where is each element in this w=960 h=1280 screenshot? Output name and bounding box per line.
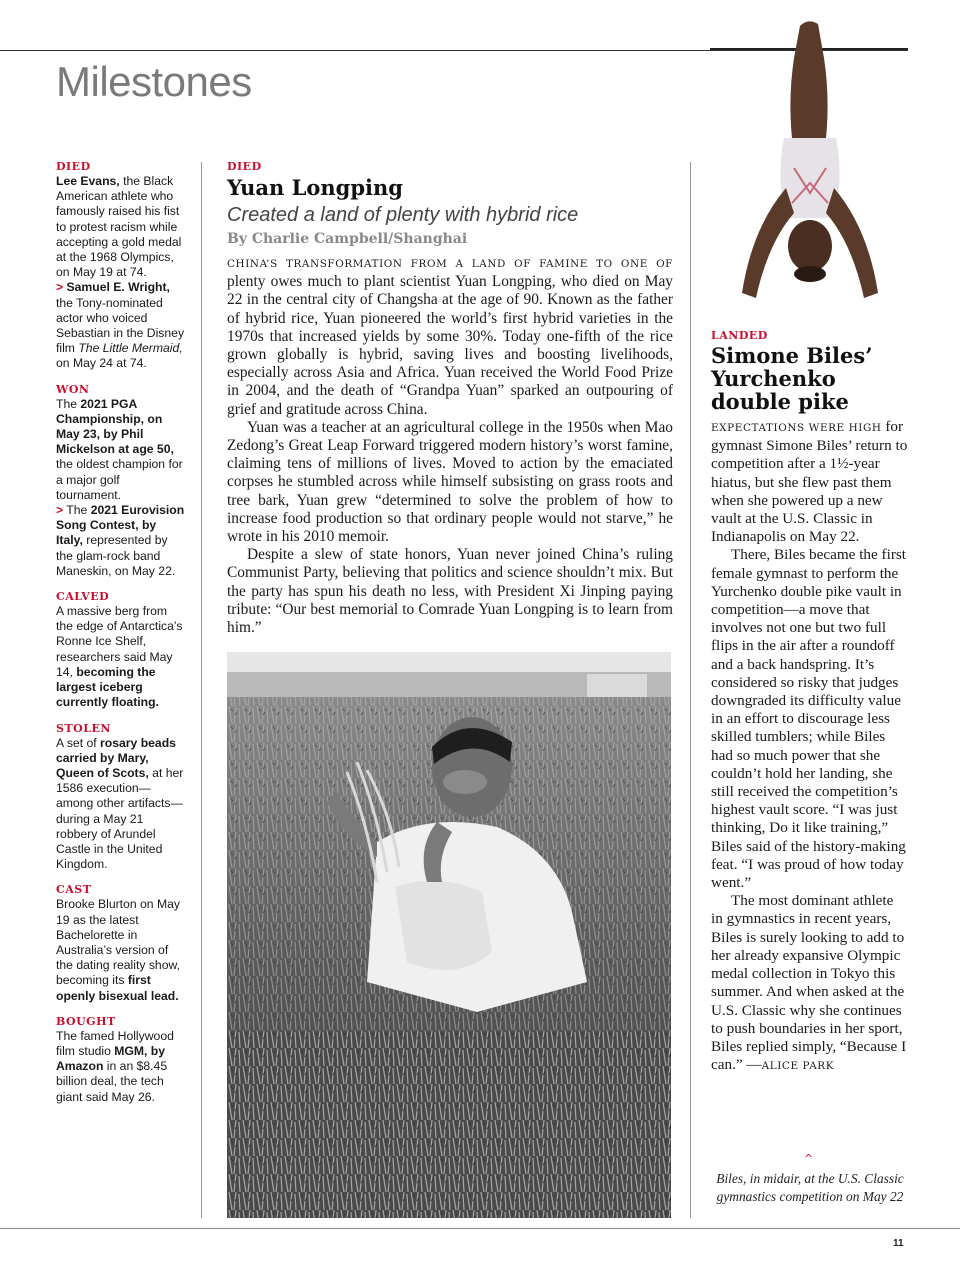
film-title: The Little Mermaid,: [78, 341, 183, 356]
brief-died: [56, 159, 186, 372]
brief-text: > The 2021 Eurovision Song Contest, by Italy, represented by the glam-rock band Maneskin, on May 22.: [56, 503, 185, 578]
article-paragraph: CHINA’S TRANSFORMATION FROM A LAND OF FAMINE TO ONE OF plenty owes much to plant scientist Yuan Longping, who died on May 22 in the central city of Changsha at the age of 90. Known as the father of hybrid rice, Yuan pioneered the world’s first hybrid varieties in the 1970s that increased yields by some 30%. Today one-fifth of the rice grown globally is hybrid, saving lives and boosting livelihoods, especially across Asia and Africa. Yuan received the World Food Prize in 2004, and the death of “Grandpa Yuan” sparked an outpouring of grief and gratitude across China.: [227, 258, 673, 418]
brief-calved: [56, 589, 186, 710]
briefs-column: [56, 159, 186, 1115]
brief-name: Lee Evans,: [56, 174, 120, 188]
brief-label: CAST: [56, 883, 92, 897]
side-headline: Simone Biles’ Yurchenko double pike: [711, 343, 873, 414]
side-kicker: LANDED: [711, 329, 768, 342]
section-title: Milestones: [56, 58, 252, 105]
side-body: [711, 418, 908, 1075]
gymnast-illustration: [712, 18, 908, 318]
brief-label: CALVED: [56, 590, 110, 604]
brief-won: [56, 382, 186, 579]
brief-text: A set of rosary beads carried by Mary, Queen of Scots, at her 1586 execution—among other artifacts—during a May 21 robbery of Arundel Castle in the United Kingdom.: [56, 735, 184, 872]
brief-cast: [56, 882, 186, 1003]
brief-text: A massive berg from the edge of Antarctica’s Ronne Ice Shelf, researchers said May 14, becoming the largest iceberg currently floating.: [56, 604, 183, 710]
side-article: [711, 328, 908, 1075]
side-paragraph: EXPECTATIONS WERE HIGH for gymnast Simone Biles’ return to competition after a 1½-year hiatus, but she flew past them when she powered up a new vault at the U.S. Classic in Indianapolis on May 22.: [711, 418, 908, 546]
brief-text: The 2021 PGA Championship, on May 23, by Phil Mickelson at age 50, the oldest champion for a major golf tournament.: [56, 396, 183, 502]
author-signature: ALICE PARK: [761, 1060, 835, 1073]
page-number: 11: [893, 1238, 904, 1249]
brief-bought: [56, 1014, 186, 1105]
photo-illustration: [227, 652, 671, 1218]
brief-stolen: [56, 721, 186, 873]
brief-label: WON: [56, 382, 90, 396]
bottom-rule: [0, 1228, 960, 1229]
photo-caption: Biles, in midair, at the U.S. Classic gymnastics competition on May 22: [716, 1171, 904, 1204]
yuan-rice-field-photo: [227, 652, 671, 1218]
brief-text: Lee Evans, the Black American athlete who famously raised his fist to protest racism while accepting a gold medal at the 1968 Olympics, on May 19 at 74.: [56, 174, 182, 280]
brief-text: The famed Hollywood film studio MGM, by Amazon in an $8.45 billion deal, the tech giant said May 26.: [56, 1028, 174, 1104]
side-paragraph: There, Biles became the first female gymnast to perform the Yurchenko double pike vault in competition—a move that involves not one but two full flips in the air after a roundoff and a back handspring. It’s considered so risky that judges downgraded its difficulty value in an effort to discourage less skilled tumblers; while Biles had so much power that she couldn’t hold her landing, she still received the competition’s highest vault score. “I was just thinking, Do it like training,” Biles said of the history-making feat. “I was proud of how today went.”: [711, 546, 907, 892]
article-kicker: DIED: [227, 160, 262, 173]
brief-label: BOUGHT: [56, 1014, 116, 1028]
side-paragraph: The most dominant athlete in gymnastics in recent years, Biles is surely looking to add to her already expansive Olympic medal collection in Tokyo this summer. And when asked at the U.S. Classic why she continues to push boundaries in her sport, Biles replied simply, “Because I can.” —ALICE PARK: [711, 892, 907, 1074]
article-dek: Created a land of plenty with hybrid rice: [227, 204, 579, 226]
column-divider: [201, 162, 202, 1218]
gymnast-cutout-photo: [712, 18, 908, 318]
column-divider: [690, 162, 691, 1218]
caption-arrow-icon: ^: [804, 1152, 814, 1165]
article-paragraph: Yuan was a teacher at an agricultural college in the 1950s when Mao Zedong’s Great Leap Forward triggered modern history’s worst famine, claiming tens of millions of lives. Moved to action by the emaciated corpses he stumbled across while himself subsisting on grass roots and tree bark, Yuan grew “determined to solve the problem of how to increase food production so that ordinary people would not starve,” he wrote in his 2010 memoir.: [227, 418, 673, 546]
article-headline: Yuan Longping: [227, 175, 403, 200]
brief-text: Brooke Blurton on May 19 as the latest Bachelorette in Australia’s version of the dating reality show, becoming its first openly bisexual lead.: [56, 897, 180, 1003]
main-article: [227, 159, 673, 637]
arrow-icon: >: [56, 280, 64, 295]
brief-label: STOLEN: [56, 721, 111, 735]
article-paragraph: Despite a slew of state honors, Yuan never joined China’s ruling Communist Party, believing that politics and science shouldn’t mix. But the party has spun his death no less, with President Xi Jinping paying tribute: “Our best memorial to Comrade Yuan Longping is to learn from him.”: [227, 546, 673, 637]
brief-label: DIED: [56, 160, 91, 173]
article-body: [227, 254, 673, 637]
brief-text: > Samuel E. Wright, the Tony-nominated actor who voiced Sebastian in the Disney film The Little Mermaid, on May 24 at 74.: [56, 280, 185, 371]
article-byline: By Charlie Campbell/Shanghai: [227, 231, 468, 247]
brief-name: Samuel E. Wright,: [66, 280, 170, 295]
arrow-icon: >: [56, 503, 64, 518]
